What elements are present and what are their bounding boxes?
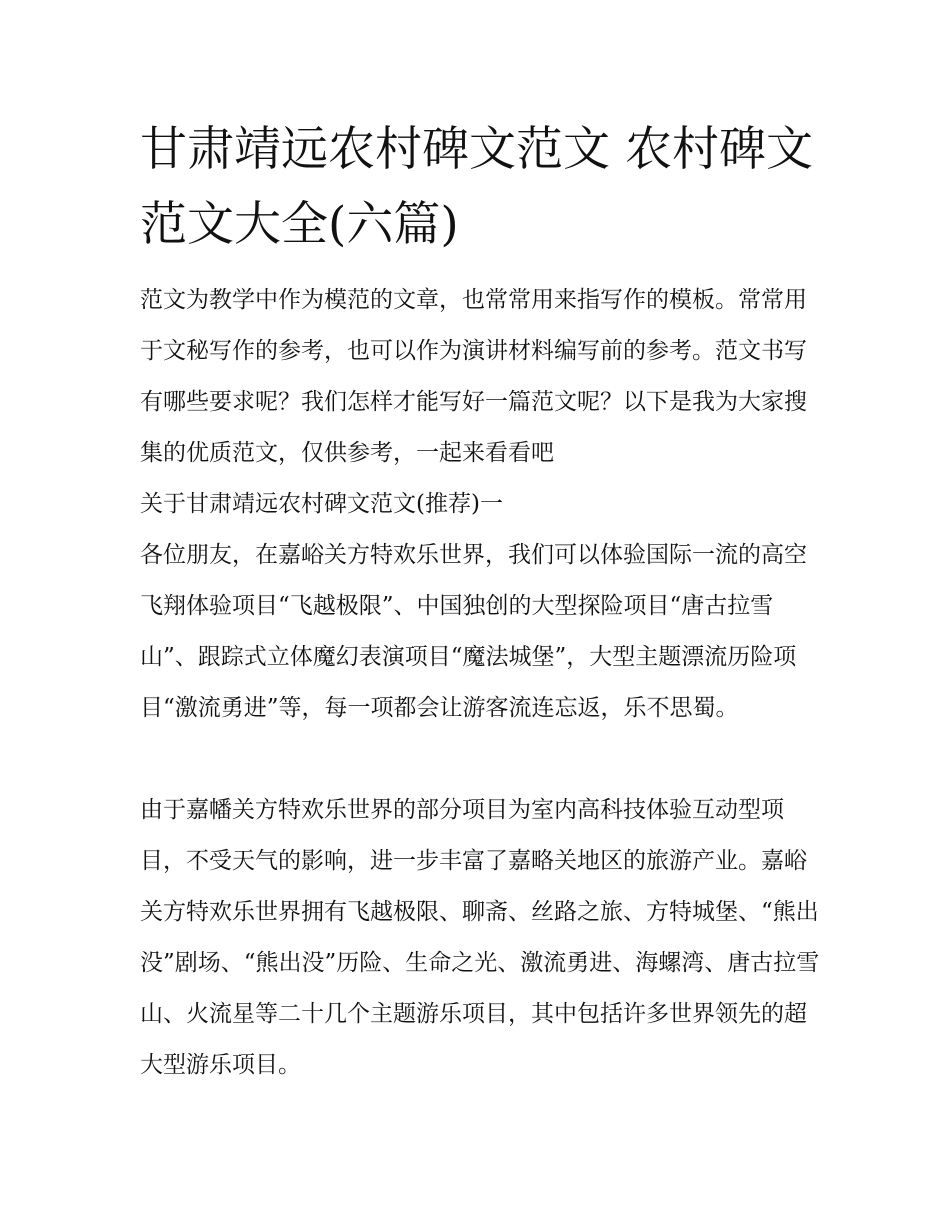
body-paragraph-2: 由于嘉幡关方特欢乐世界的部分项目为室内高科技体验互动型项目，不受天气的影响，进一步丰富了嘉略关地区的旅游产业。嘉峪关方特欢乐世界拥有飞越极限、聊斋、丝路之旅、方特城堡、“熊出没”剧场、“熊出没”历险、生命之光、激流勇进、海螺湾、唐古拉雪山、火流星等二十几个主题游乐项目，其中包括许多世界领先的超大型游乐项目。 (140, 797, 820, 1078)
section-heading: 关于甘肃靖远农村碑文范文(推荐)一 (140, 491, 503, 517)
intro-paragraph: 范文为教学中作为模范的文章，也常常用来指写作的模板。常常用于文秘写作的参考，也可以作为演讲材料编写前的参考。范文书写有哪些要求呢？我们怎样才能写好一篇范文呢？以下是我为大家搜集的优质范文，仅供参考，一起来看看吧 (140, 287, 807, 466)
body-paragraph-1: 各位朋友，在嘉峪关方特欢乐世界，我们可以体验国际一流的高空飞翔体验项目“飞越极限”、中国独创的大型探险项目“唐古拉雪山”、跟踪式立体魔幻表演项目“魔法城堡”，大型主题漂流历险项目“激流勇进”等，每一项都会让游客流连忘返，乐不思蜀。 (140, 542, 807, 721)
document-title: 甘肃靖远农村碑文范文 农村碑文范文大全(六篇) (140, 122, 813, 252)
